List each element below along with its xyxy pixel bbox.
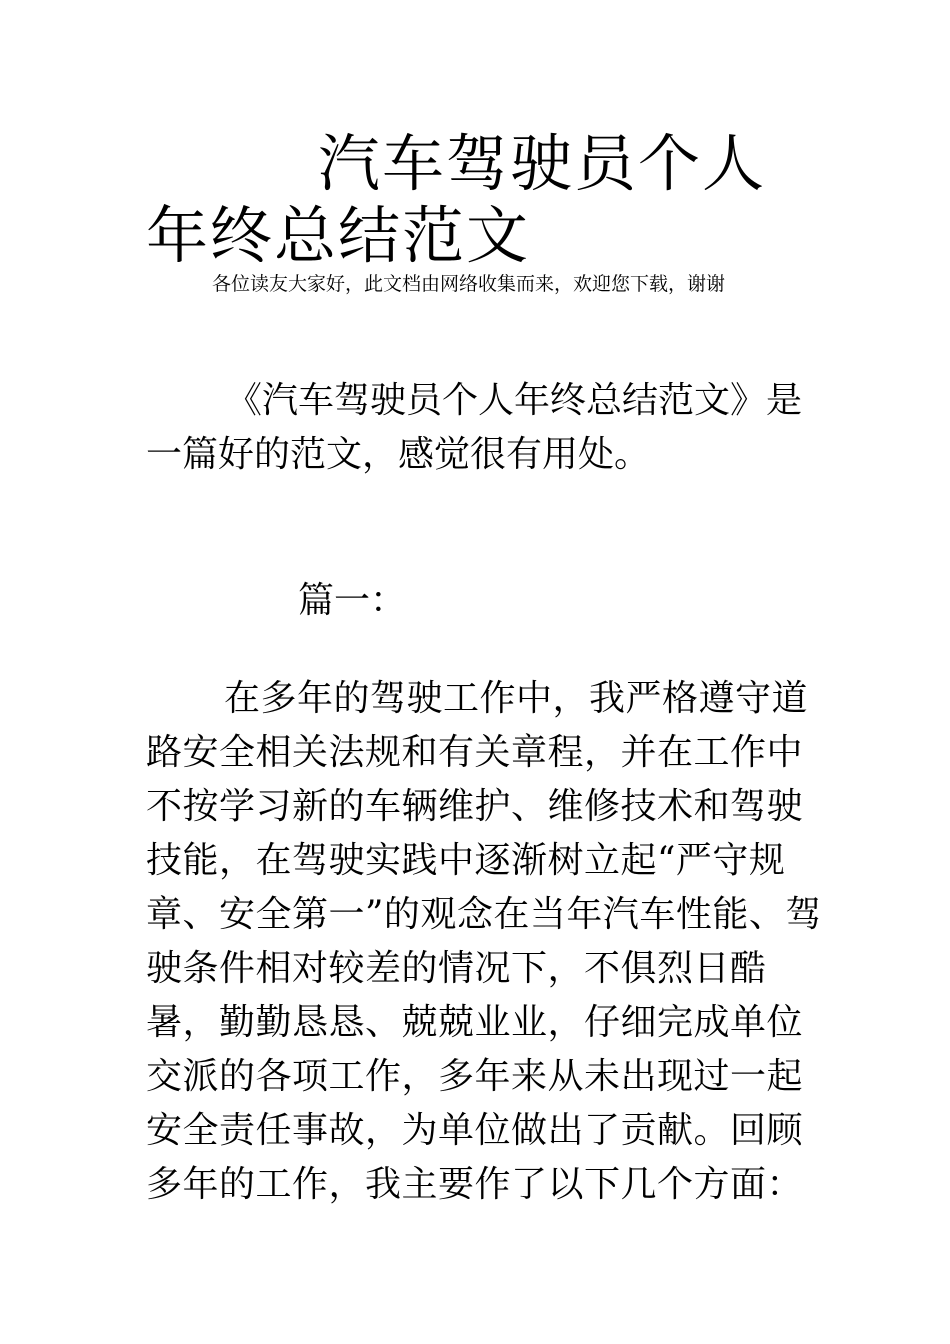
document-title: 汽车驾驶员个人年终总结范文 [146,127,767,272]
section-heading: 篇一： [298,580,407,621]
intro-paragraph: 《汽车驾驶员个人年终总结范文》是一篇好的范文，感觉很有用处。 [146,380,803,475]
body-paragraph: 在多年的驾驶工作中，我严格遵守道路安全相关法规和有关章程，并在工作中不按学习新的车辆维护、维修技术和驾驶技能，在驾驶实践中逐渐树立起“严守规章、安全第一”的观念在当年汽车性能、驾驶条件相对较差的情况下，不俱烈日酷暑，勤勤恳恳、兢兢业业，仔细完成单位交派的各项工作，多年来从未出现过一起安全责任事故，为单位做出了贡献。回顾多年的工作，我主要作了以下几个方面： [146,678,822,1205]
download-notice: 各位读友大家好，此文档由网络收集而来，欢迎您下载，谢谢 [212,273,726,295]
